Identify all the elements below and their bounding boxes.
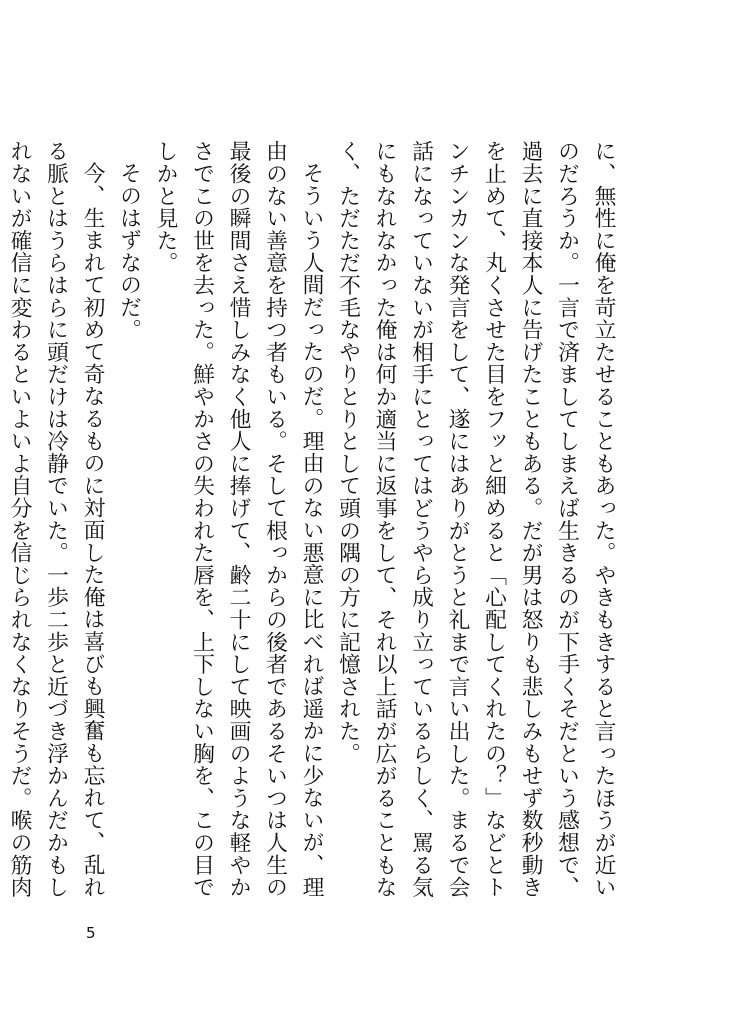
paragraph-2: そういう人間だったのだ。理由のない悪意に比べれば遥かに少ないが、理由のない善意を持つ者もいる。そして根っからの後者であるそいつは人生の最後の瞬間さえ惜しみなく他人に捧げて、齢二十にして映画のような軽やかさでこの世を去った。鮮やかさの失われた唇を、上下しない胸を、この目でしかと見た。 xyxy=(153,140,324,899)
paragraph-4: 今、生まれて初めて奇なるものに対面した俺は喜びも興奮も忘れて、乱れる脈とはうらはらに頭だけは冷静でいた。一歩二歩と近づき浮かんだかもしれないが確信に変わるといよいよ自分を信じられなくなりそうだ。喉の筋肉 xyxy=(7,140,105,899)
paragraph-1: に、無性に俺を苛立たせることもあった。やきもきすると言ったほうが近いのだろうか。一言で済ましてしまえば生きるのが下手くそだという感想で、過去に直接本人に告げたこともある。だが男は怒りも悲しみもせず数秒動きを止めて、丸くさせた目をフッと細めると「心配してくれたの？」などとトンチンカンな発言をして、遂にはありがとうと礼まで言い出した。まるで会話になっていないが相手にとってはどうやら成り立っているらしく、罵る気にもなれなかった俺は何か適当に返事をして、それ以上話が広がることもなく、ただただ不毛なやりとりとして頭の隅の方に記憶された。 xyxy=(335,140,616,899)
paragraph-3: そのはずなのだ。 xyxy=(116,161,142,341)
page-number: 5 xyxy=(86,924,96,942)
body-text xyxy=(7,140,621,900)
